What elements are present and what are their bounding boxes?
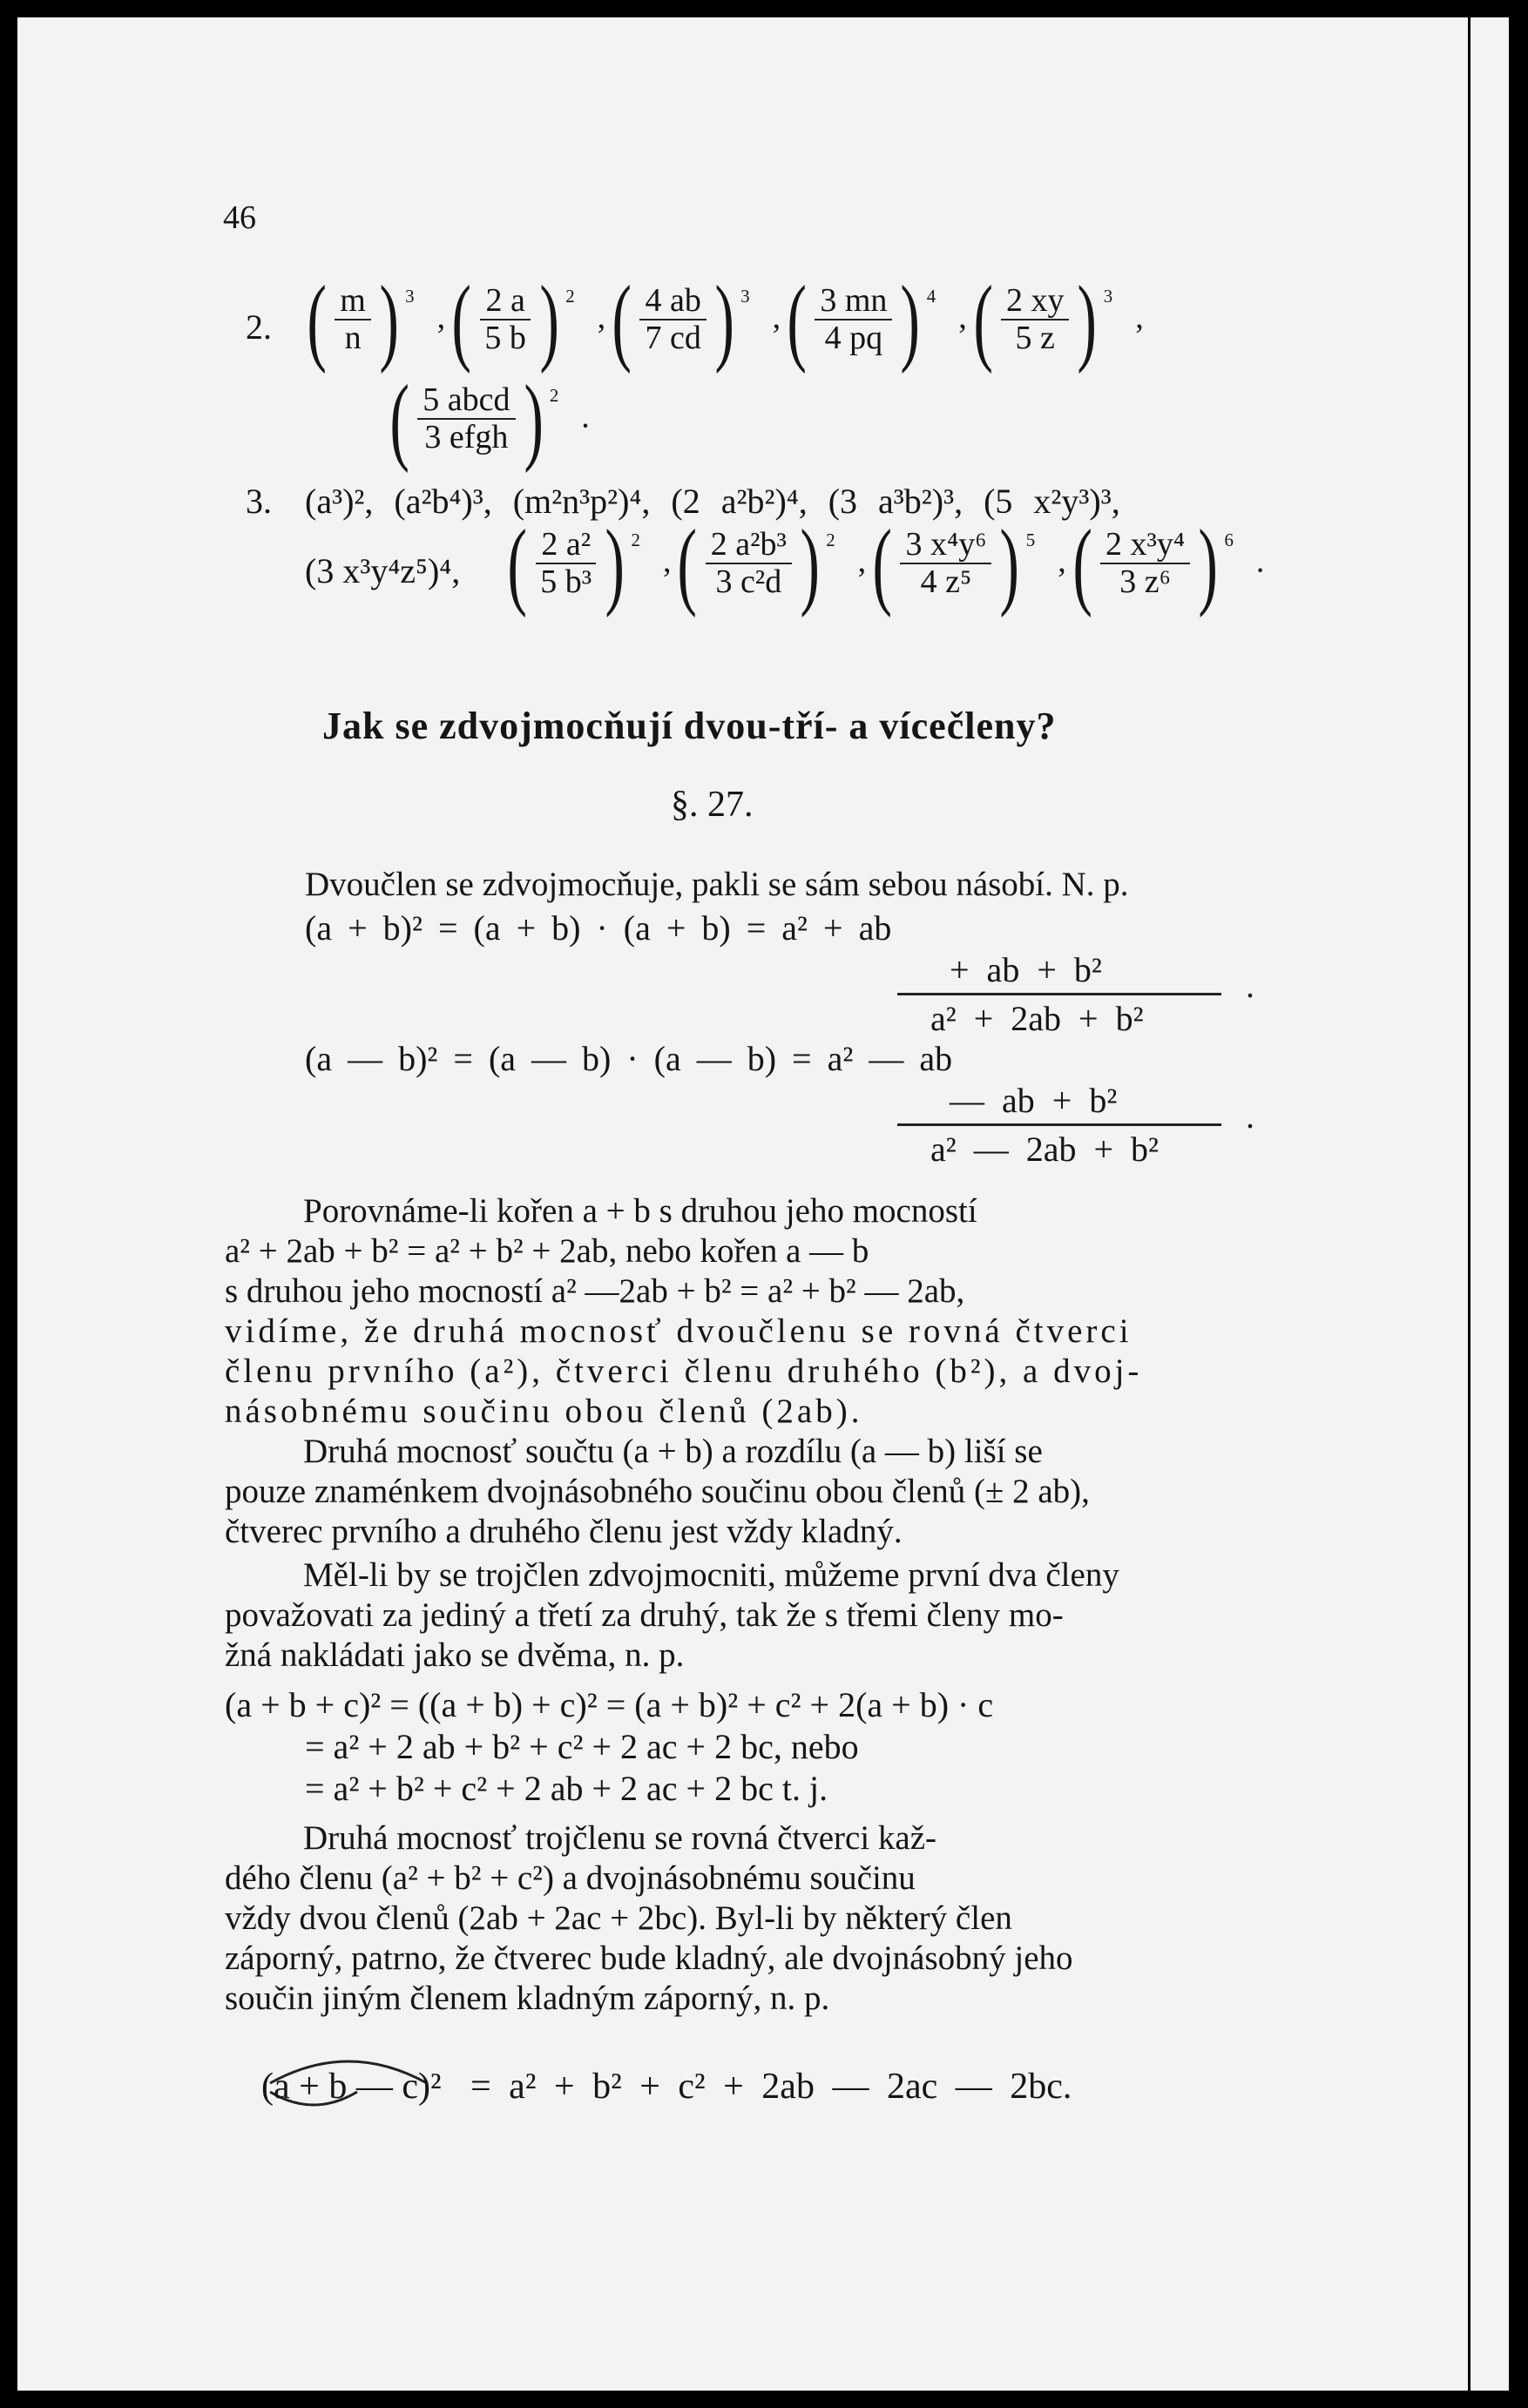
exercise-2-numerator: 4 ab <box>639 284 706 320</box>
exercise-2-period: . <box>581 398 590 435</box>
exercise-3-exponent: 6 <box>1224 529 1234 550</box>
exercise-2-fraction <box>335 284 371 357</box>
paragraph3-line-1: považovati za jediný a třetí za druhý, tak že s třemi členy mo- <box>225 1596 1064 1634</box>
exercise-2-fraction <box>479 284 531 357</box>
exercise-3-exponent: 2 <box>826 529 835 550</box>
exercise-3-numerator: 3 x⁴y⁶ <box>900 528 991 564</box>
exercise-2-denominator: 7 cd <box>645 320 701 357</box>
paragraph-comparison <box>225 1191 1322 1432</box>
exercise-2-term-5 <box>383 366 559 474</box>
exercise-3-fraction <box>900 528 991 601</box>
exercise-2-exponent: 2 <box>549 384 559 406</box>
exercise-2-left-paren: ( <box>612 266 632 374</box>
section-heading: Jak se zdvojmocňují dvou-tří- a vícečleny? <box>322 705 1057 747</box>
exercise-3-sep: , <box>857 543 867 580</box>
exercise-2-term-1 <box>445 266 575 374</box>
exercise-3-numerator: 2 a²b³ <box>706 528 792 564</box>
trinomial-expansion <box>225 1684 1322 1810</box>
trinomial-line-2: = a² + b² + c² + 2 ab + 2 ac + 2 bc t. j. <box>305 1769 828 1808</box>
paragraph4-line-1: dého členu (a² + b² + c²) a dvojnásobnému součinu <box>225 1859 916 1897</box>
paragraph-sum-difference <box>225 1432 1322 1552</box>
exercise-2-numerator: 2 xy <box>1001 284 1070 320</box>
exercise-2-numerator: m <box>335 284 371 320</box>
exercise-3-denominator: 3 z⁶ <box>1119 563 1171 601</box>
exercise-3-row-1: (a³)², (a²b⁴)³, (m²n³p²)⁴, (2 a²b²)⁴, (3 a³b²)³, (5 x²y³)³, <box>305 482 1120 521</box>
exercise-2-left-paren: ( <box>451 266 471 374</box>
exercise-2-comma: , <box>958 299 967 336</box>
exercise-3-term-1 <box>671 510 835 618</box>
exercise-2-numerator: 2 a <box>480 284 530 320</box>
exercise-3-exponent: 5 <box>1025 529 1036 550</box>
exercise-3-term-3 <box>1066 510 1234 618</box>
exercise-3-numerator: 2 x³y⁴ <box>1100 528 1190 564</box>
exercise-2-right-paren: ) <box>539 266 559 374</box>
exercise-2-comma: , <box>1135 299 1144 336</box>
exercise-2-denominator: n <box>344 320 362 357</box>
paragraph-trinomial-intro <box>225 1555 1322 1676</box>
exercise-2-row <box>301 266 1144 374</box>
exercise-2-numerator: 3 mn <box>815 284 892 320</box>
exercise-3-label: 3. <box>246 482 272 521</box>
exercise-2-right-paren: ) <box>714 266 734 374</box>
paragraph2-line-1: pouze znaménkem dvojnásobného součinu obou členů (± 2 ab), <box>225 1473 1090 1510</box>
exercise-3-left-paren: ( <box>677 510 698 618</box>
exercise-3-term-2 <box>866 510 1036 618</box>
exercise-2-left-paren: ( <box>307 266 327 374</box>
exercise-3-right-paren: ) <box>999 510 1020 618</box>
exercise-2-right-paren: ) <box>900 266 921 374</box>
paragraph4-line-4: součin jiným členem kladným záporný, n. p. <box>225 1980 830 2017</box>
exercise-3-row-2-fractions <box>501 510 1265 618</box>
exercise-3-denominator: 3 c²d <box>715 563 782 601</box>
paragraph1-line-3: vidíme, že druhá mocnosť dvoučlenu se rovná čtverci <box>225 1312 1132 1350</box>
paragraph3-line-0: Měl-li by se trojčlen zdvojmocniti, můžeme první dva členy <box>303 1556 1119 1594</box>
diff-rule <box>897 1123 1221 1126</box>
page-number: 46 <box>223 199 256 236</box>
paragraph1-line-1: a² + 2ab + b² = a² + b² + 2ab, nebo kořen a — b <box>225 1232 869 1270</box>
exercise-3-right-paren: ) <box>800 510 820 618</box>
exercise-2-term-0 <box>301 266 415 374</box>
binomial-sum-line: (a + b)² = (a + b) · (a + b) = a² + ab <box>305 908 892 948</box>
diff-rule-dot: . <box>1246 1096 1254 1136</box>
sum-rule-dot: . <box>1246 966 1254 1005</box>
exercise-3-numerator: 2 a² <box>536 528 596 564</box>
sum-rule <box>897 993 1221 995</box>
exercise-3-left-paren: ( <box>507 510 527 618</box>
final-formula-left: (a + b — c)² <box>261 2067 442 2107</box>
exercise-2-right-paren: ) <box>523 366 544 474</box>
exercise-2-left-paren: ( <box>787 266 807 374</box>
paragraph4-line-0: Druhá mocnosť trojčlenu se rovná čtverci kaž- <box>303 1819 937 1857</box>
paragraph2-line-2: čtverec prvního a druhého členu jest vždy kladný. <box>225 1513 903 1550</box>
exercise-2-fraction <box>639 284 706 357</box>
paragraph-trinomial-rule <box>225 1818 1322 2019</box>
paragraph4-line-3: záporný, patrno, že čtverec bude kladný, ale dvojnásobný jeho <box>225 1939 1073 1977</box>
paragraph2-line-0: Druhá mocnosť součtu (a + b) a rozdílu (a — b) liší se <box>303 1433 1043 1470</box>
exercise-3-sep: , <box>662 543 672 580</box>
exercise-2-term-4 <box>967 266 1113 374</box>
exercise-2-exponent: 2 <box>565 285 575 307</box>
exercise-3-fraction <box>535 528 597 601</box>
final-formula-right: = a² + b² + c² + 2ab — 2ac — 2bc. <box>470 2067 1072 2107</box>
exercise-2-label: 2. <box>246 307 272 347</box>
exercise-3-sep: . <box>1255 543 1265 580</box>
exercise-3-sep: , <box>1058 543 1066 580</box>
exercise-2-fraction <box>1001 284 1070 357</box>
exercise-2-denominator: 3 efgh <box>424 419 509 456</box>
binomial-sum-result: a² + 2ab + b² <box>930 999 1144 1038</box>
exercise-2-left-paren: ( <box>973 266 993 374</box>
intro-line: Dvoučlen se zdvojmocňuje, pakli se sám sebou násobí. N. p. <box>305 866 1129 903</box>
exercise-2-denominator: 5 z <box>1015 320 1055 357</box>
exercise-2-fraction <box>815 284 892 357</box>
exercise-2-exponent: 3 <box>405 285 415 307</box>
exercise-2-exponent: 4 <box>926 285 936 307</box>
exercise-2-comma: , <box>597 299 606 336</box>
exercise-3-right-paren: ) <box>1198 510 1218 618</box>
exercise-3-left-paren: ( <box>1072 510 1092 618</box>
exercise-2-denominator: 4 pq <box>824 320 883 357</box>
exercise-2-term-2 <box>605 266 750 374</box>
exercise-2-exponent: 3 <box>1103 285 1113 307</box>
exercise-2-comma: , <box>436 299 446 336</box>
section-number: §. 27. <box>671 785 754 825</box>
exercise-3-exponent: 2 <box>631 529 640 550</box>
trinomial-line-1: = a² + 2 ab + b² + c² + 2 ac + 2 bc, nebo <box>305 1727 859 1766</box>
exercise-2-row-continued <box>383 366 590 474</box>
binomial-diff-partial: — ab + b² <box>950 1081 1118 1120</box>
exercise-2-exponent: 3 <box>740 285 750 307</box>
exercise-3-denominator: 5 b³ <box>540 563 592 601</box>
exercise-3-left-paren: ( <box>872 510 892 618</box>
exercise-3-denominator: 4 z⁵ <box>920 563 972 601</box>
exercise-2-right-paren: ) <box>379 266 399 374</box>
exercise-2-numerator: 5 abcd <box>417 383 515 420</box>
binomial-sum-partial: + ab + b² <box>950 950 1102 989</box>
exercise-2-term-3 <box>781 266 936 374</box>
paragraph1-line-4: členu prvního (a²), čtverci členu druhého (b²), a dvoj- <box>225 1352 1143 1390</box>
exercise-3-fraction <box>706 528 792 601</box>
exercise-3-right-paren: ) <box>605 510 625 618</box>
binomial-diff-result: a² — 2ab + b² <box>930 1130 1160 1169</box>
paragraph3-line-2: žná nakládati jako se dvěma, n. p. <box>225 1636 685 1674</box>
binomial-diff-line: (a — b)² = (a — b) · (a — b) = a² — ab <box>305 1039 953 1078</box>
exercise-2-denominator: 5 b <box>484 320 526 357</box>
paragraph1-line-0: Porovnáme-li kořen a + b s druhou jeho mocností <box>303 1192 977 1230</box>
exercise-2-comma: , <box>772 299 781 336</box>
paragraph4-line-2: vždy dvou členů (2ab + 2ac + 2bc). Byl-li by některý člen <box>225 1899 1012 1937</box>
exercise-3-fraction <box>1100 528 1190 601</box>
exercise-2-right-paren: ) <box>1077 266 1098 374</box>
adjacent-page-edge <box>1471 17 1509 2391</box>
exercise-3-term-0 <box>501 510 640 618</box>
exercise-2-left-paren: ( <box>389 366 409 474</box>
exercise-3-row-2-first: (3 x³y⁴z⁵)⁴, <box>305 551 461 590</box>
paragraph1-line-2: s druhou jeho mocností a² —2ab + b² = a² + b² — 2ab, <box>225 1272 965 1310</box>
paragraph1-line-5: násobnému součinu obou členů (2ab). <box>225 1393 863 1430</box>
exercise-2-fraction <box>417 383 515 456</box>
trinomial-line-0: (a + b + c)² = ((a + b) + c)² = (a + b)² + c² + 2(a + b) · c <box>225 1685 994 1724</box>
